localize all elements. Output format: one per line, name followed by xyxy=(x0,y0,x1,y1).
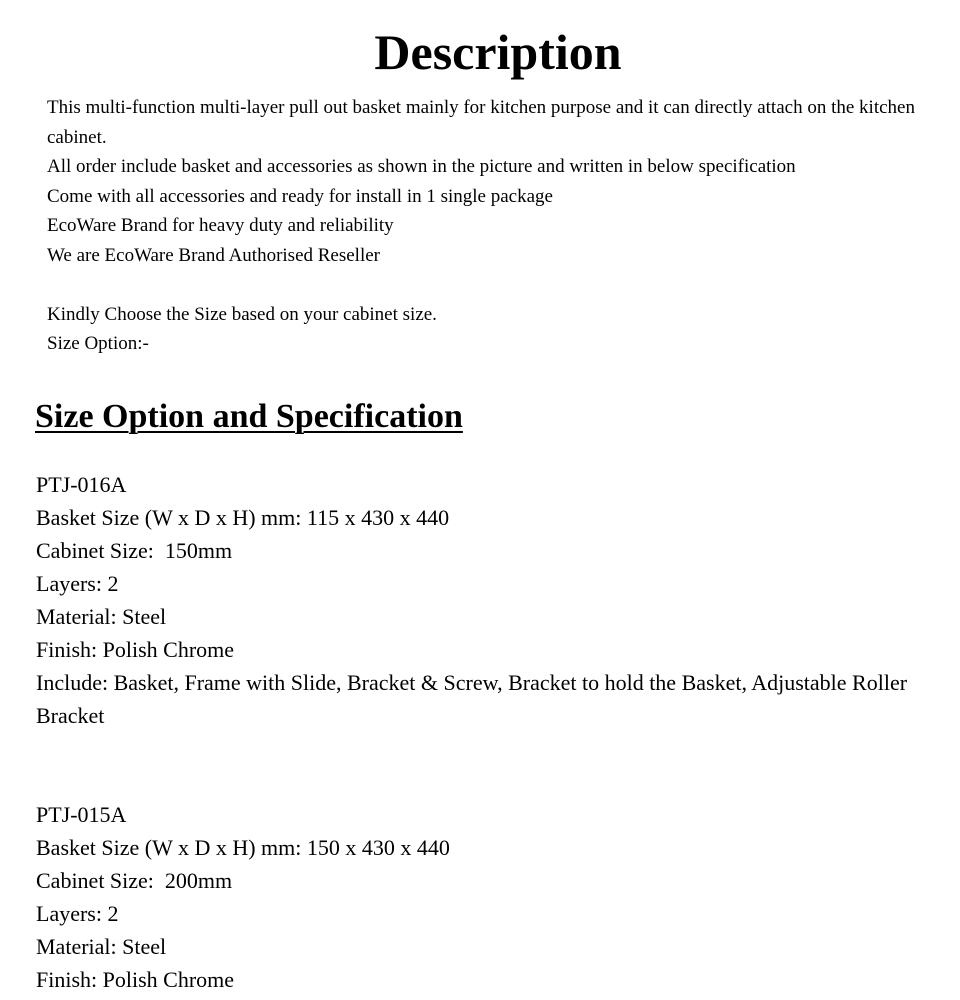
spec-basket-size: Basket Size (W x D x H) mm: 115 x 430 x 440 xyxy=(36,505,450,530)
spec-material: Material: Steel xyxy=(36,604,167,629)
description-line: EcoWare Brand for heavy duty and reliability xyxy=(47,215,394,236)
spec-block-ptj-015a xyxy=(36,798,916,996)
description-line: Kindly Choose the Size based on your cabinet size. xyxy=(47,303,437,325)
paragraph-spacer xyxy=(47,270,937,300)
description-line: All order include basket and accessories as shown in the picture and written in below specification xyxy=(47,156,796,177)
spec-model: PTJ-016A xyxy=(36,472,127,497)
spec-finish: Finish: Polish Chrome xyxy=(36,967,235,992)
description-line: This multi-function multi-layer pull out basket mainly for kitchen purpose and it can directly attach on the kitchen cabinet. xyxy=(47,97,915,148)
description-line: Size Option:- xyxy=(47,333,149,354)
spec-material: Material: Steel xyxy=(36,934,167,959)
spec-list xyxy=(36,468,916,996)
spec-basket-size: Basket Size (W x D x H) mm: 150 x 430 x 440 xyxy=(36,835,450,860)
spec-spacer xyxy=(36,732,916,798)
spec-layers: Layers: 2 xyxy=(36,571,119,596)
spec-layers: Layers: 2 xyxy=(36,901,119,926)
spec-include: Include: Basket, Frame with Slide, Bracket & Screw, Bracket to hold the Basket, Adjustable Roller Bracket xyxy=(36,670,908,728)
spec-block-ptj-016a xyxy=(36,468,916,732)
spec-model: PTJ-015A xyxy=(36,802,127,827)
description-line: Come with all accessories and ready for install in 1 single package xyxy=(47,185,553,207)
spec-finish: Finish: Polish Chrome xyxy=(36,637,235,662)
spec-cabinet-size: Cabinet Size: 150mm xyxy=(36,538,233,563)
page-title: Description xyxy=(374,24,622,80)
section-heading: Size Option and Specification xyxy=(35,398,463,435)
spec-cabinet-size: Cabinet Size: 200mm xyxy=(36,868,233,893)
description-text xyxy=(47,93,937,359)
description-line: We are EcoWare Brand Authorised Reseller xyxy=(47,244,381,266)
